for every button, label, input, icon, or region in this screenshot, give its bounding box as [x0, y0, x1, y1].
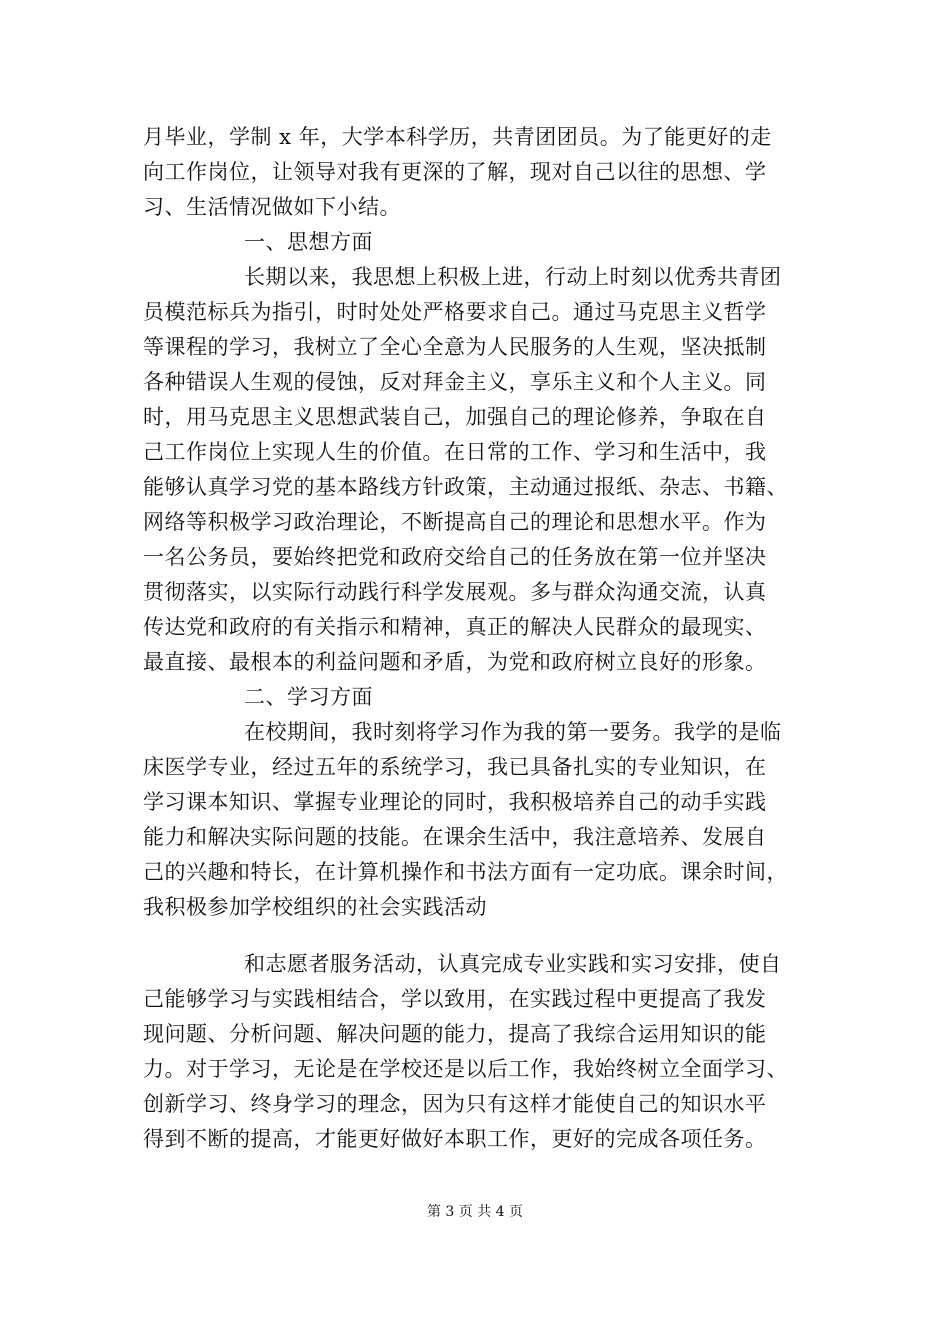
page-footer: [0, 1202, 950, 1222]
text-line: 己的兴趣和特长，在计算机操作和书法方面有一定功底。课余时间，: [143, 860, 788, 884]
text-line: 和志愿者服务活动，认真完成专业实践和实习安排，使自: [244, 952, 782, 976]
text-line: 在校期间，我时刻将学习作为我的第一要务。我学的是临: [244, 720, 782, 744]
text-line: 力。对于学习，无论是在学校还是以后工作，我始终树立全面学习、: [143, 1057, 788, 1081]
text-line: 员模范标兵为指引，时时处处严格要求自己。通过马克思主义哲学: [143, 300, 767, 324]
text-line: 传达党和政府的有关指示和精神，真正的解决人民群众的最现实、: [143, 615, 767, 639]
text-line: 己工作岗位上实现人生的价值。在日常的工作、学习和生活中，我: [143, 440, 767, 464]
text-line: 现问题、分析问题、解决问题的能力，提高了我综合运用知识的能: [143, 1022, 767, 1046]
document-body: [143, 120, 833, 1157]
text-line: 向工作岗位，让领导对我有更深的了解，现对自己以往的思想、学: [143, 160, 767, 184]
text-line: 月毕业，学制 x 年，大学本科学历，共青团团员。为了能更好的走: [143, 125, 772, 149]
paragraph-gap: [143, 925, 833, 947]
section-heading-thought: 一、思想方面: [244, 230, 373, 254]
text-line: 能力和解决实际问题的技能。在课余生活中，我注意培养、发展自: [143, 825, 767, 849]
text-line: 习、生活情况做如下小结。: [143, 195, 401, 219]
text-line: 学习课本知识、掌握专业理论的同时，我积极培养自己的动手实践: [143, 790, 767, 814]
text-line: 创新学习、终身学习的理念，因为只有这样才能使自己的知识水平: [143, 1092, 767, 1116]
text-line: 各种错误人生观的侵蚀，反对拜金主义，享乐主义和个人主义。同: [143, 370, 767, 394]
text-line: 能够认真学习党的基本路线方针政策，主动通过报纸、杂志、书籍、: [143, 475, 788, 499]
text-line: 时，用马克思主义思想武装自己，加强自己的理论修养，争取在自: [143, 405, 767, 429]
text-line: 我积极参加学校组织的社会实践活动: [143, 895, 487, 919]
page-number: 第 3 页 共 4 页: [426, 1204, 524, 1220]
section-heading-study: 二、学习方面: [244, 685, 373, 709]
text-line: 长期以来，我思想上积极上进，行动上时刻以优秀共青团: [244, 265, 782, 289]
text-line: 床医学专业，经过五年的系统学习，我已具备扎实的专业知识，在: [143, 755, 767, 779]
text-line: 贯彻落实，以实际行动践行科学发展观。多与群众沟通交流，认真: [143, 580, 767, 604]
text-line: 网络等积极学习政治理论，不断提高自己的理论和思想水平。作为: [143, 510, 767, 534]
text-line: 己能够学习与实践相结合，学以致用，在实践过程中更提高了我发: [143, 987, 767, 1011]
text-line: 最直接、最根本的利益问题和矛盾，为党和政府树立良好的形象。: [143, 650, 767, 674]
text-line: 一名公务员，要始终把党和政府交给自己的任务放在第一位并坚决: [143, 545, 767, 569]
text-line: 等课程的学习，我树立了全心全意为人民服务的人生观，坚决抵制: [143, 335, 767, 359]
text-line: 得到不断的提高，才能更好做好本职工作，更好的完成各项任务。: [143, 1127, 767, 1151]
